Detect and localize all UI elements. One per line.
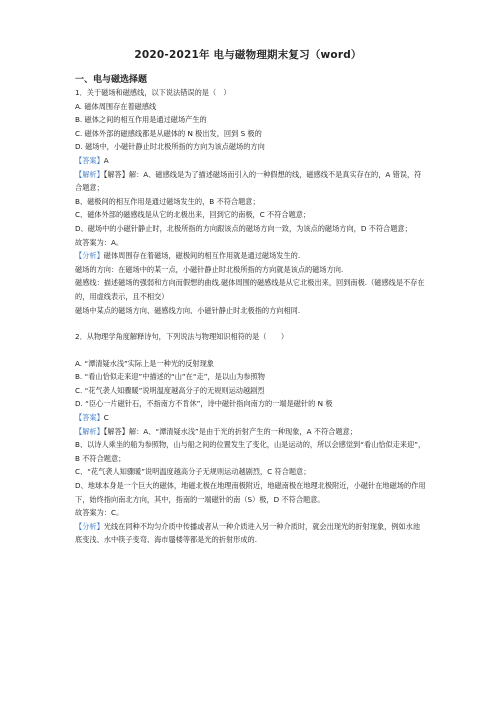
fenxi-item: 磁场中某点的磁场方向、磁感线方向、小磁针静止时北极指的方向相同.	[75, 305, 301, 315]
question-stem: 2．从物理学角度解释诗句，下列说法与物理知识相符的是（ ）	[75, 332, 289, 342]
document-title: 2020-2021年 电与磁物理期末复习（word）	[134, 49, 362, 61]
option-d: D. 磁场中，小磁针静止时北极所指的方向为该点磁场的方向	[75, 142, 265, 152]
answer-tag: 【答案】	[75, 413, 104, 423]
analysis-text: 【解答】解：A、“潭清疑水浅”是由于光的折射产生的一种现象，A 不符合题意；	[103, 426, 357, 436]
analysis-line	[75, 168, 427, 195]
analysis-item: B、以诗人乘坐的船为参照物，山与船之间的位置发生了变化，山是运动的，所以会感觉到“看山恰似走来迎”，B 不符合题意；	[75, 440, 426, 463]
answer-line	[75, 154, 427, 168]
analysis-item: D、地球本身是一个巨大的磁体，地磁北极在地理南极附近，地磁南极在地理北极附近，小磁针在地磁场的作用下，始终指向南北方向，其中，指南的一端磁针的南（S）极，D 不符合题意。	[75, 481, 426, 504]
fenxi-item: 磁场的方向：在磁场中的某一点，小磁针静止时北极所指的方向就是该点的磁场方向.	[75, 264, 344, 274]
option-b: B. 磁体之间的相互作用是通过磁场产生的	[75, 115, 207, 125]
fenxi-line	[75, 520, 427, 547]
fenxi-line	[75, 249, 427, 263]
spacer	[75, 344, 427, 357]
analysis-text: 【解答】解：A、磁感线是为了描述磁场而引入的一种假想的线，磁感线不是真实存在的，A 错误，符合题意；	[75, 169, 422, 193]
analysis-item: C、磁体外部的磁感线是从它的北极出来，回到它的南极，C 不符合题意；	[75, 210, 311, 220]
document-body	[75, 86, 427, 547]
analysis-tag: 【解析】	[75, 426, 104, 436]
question-stem: 1．关于磁场和磁感线，以下说法错误的是（ ）	[75, 88, 231, 97]
section-heading: 一、电与磁选择题	[75, 75, 148, 85]
analysis-item: B、磁极间的相互作用是通过磁场发生的，B 不符合题意；	[75, 196, 260, 206]
fenxi-text: 光线在同种不均匀介质中传播或者从一种介质进入另一种介质时，就会出现光的折射现象，例如水池底变浅、水中筷子变弯、海市蜃楼等都是光的折射形成的.	[75, 521, 421, 545]
analysis-item: D、磁场中的小磁针静止时，北极所指的方向跟该点的磁场方向一致，为该点的磁场方向，D 不符合题意；	[75, 223, 412, 233]
analysis-tag: 【解析】	[75, 169, 104, 179]
option-d: D. “臣心一片磁针石，不指南方不肯休”，诗中磁针指向南方的一端是磁针的 N 极	[75, 399, 333, 409]
answer-value: A	[103, 155, 109, 165]
analysis-item: 故答案为：C。	[75, 508, 124, 518]
analysis-item: C、“花气袭人知骤暖”说明温度越高分子无规则运动越剧烈，C 符合题意；	[75, 467, 311, 477]
fenxi-tag: 【分析】	[75, 521, 104, 531]
answer-value: C	[103, 413, 109, 423]
option-a: A. 磁体周围存在着磁感线	[75, 101, 157, 111]
option-b: B. “看山恰似走来迎”中描述的“山”在“走”，是以山为参照物	[75, 372, 265, 382]
option-c: C. 磁体外部的磁感线都是从磁体的 N 极出发，回到 S 极的	[75, 128, 262, 138]
spacer	[75, 317, 427, 330]
fenxi-tag: 【分析】	[75, 251, 104, 261]
option-a: A. “潭清疑水浅”实际上是一种光的反射现象	[75, 358, 214, 368]
analysis-line	[75, 425, 427, 439]
answer-line	[75, 411, 427, 425]
answer-tag: 【答案】	[75, 155, 104, 165]
question-1	[75, 86, 427, 317]
fenxi-item: 磁感线：描述磁场的强弱和方向而假想的曲线.磁体周围的磁感线是从它北极出来，回到南极.（磁感线是不存在的，用虚线表示，且不相交）	[75, 278, 425, 301]
analysis-item: 故答案为：A。	[75, 237, 124, 247]
option-c: C. “花气袭人知骤暖”说明温度越高分子的无规则运动越剧烈	[75, 385, 265, 395]
question-2	[75, 330, 427, 547]
fenxi-text: 磁体周围存在着磁场，磁极间的相互作用就是通过磁场发生的.	[103, 251, 301, 261]
